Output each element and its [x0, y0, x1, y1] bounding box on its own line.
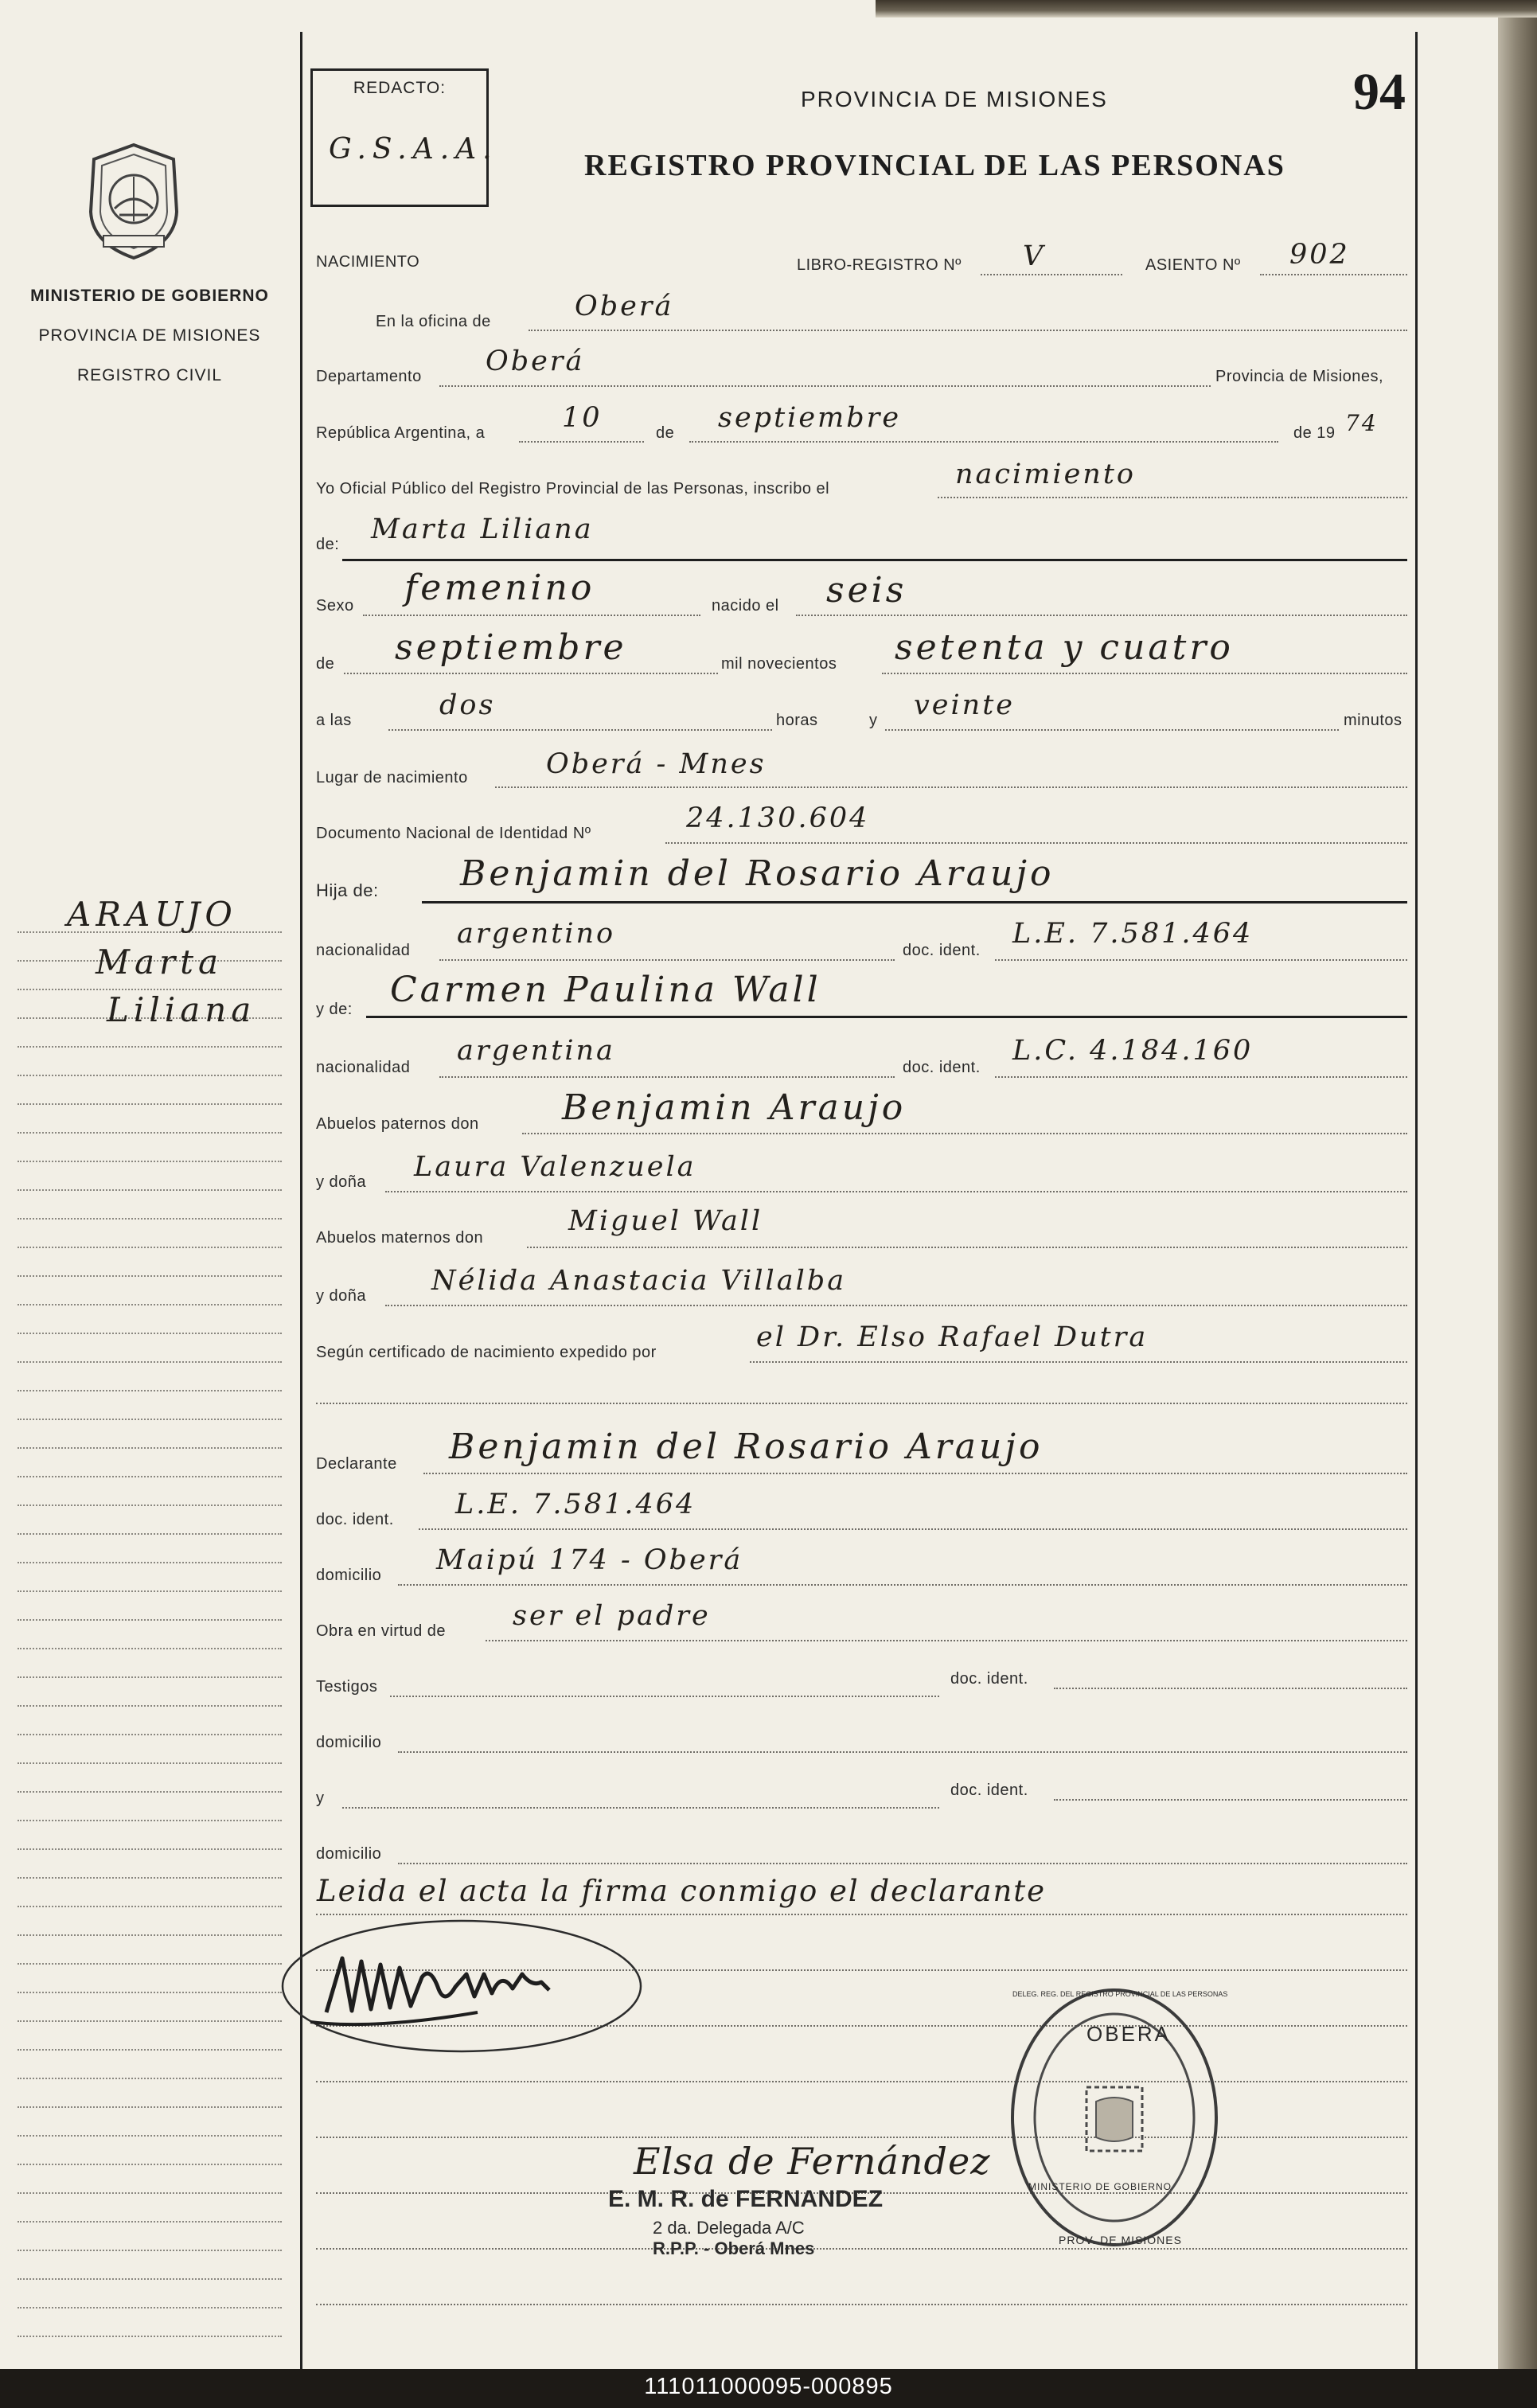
de2-label: de: — [316, 536, 340, 553]
declarant-signature — [279, 1910, 661, 2062]
testigos-dots — [390, 1696, 939, 1697]
madre-nac-value: argentina — [457, 1035, 615, 1067]
madre-doc-value: L.C. 4.184.160 — [1012, 1035, 1254, 1067]
horas-dots — [388, 729, 772, 731]
minutos-label: minutos — [1344, 712, 1402, 729]
margin-rule-line — [18, 2336, 282, 2337]
seal-inner-text: MINISTERIO DE GOBIERNO — [1028, 2181, 1172, 2192]
abuelos-mat-label: Abuelos maternos don — [316, 1229, 484, 1247]
header-province: PROVINCIA DE MISIONES — [801, 87, 1108, 111]
segun-dots-2 — [316, 1403, 1407, 1404]
mes2-value: septiembre — [395, 627, 627, 668]
abuela-mat-dots — [385, 1305, 1407, 1306]
margin-rule-line — [18, 2078, 282, 2079]
decl-doc-dots — [419, 1528, 1407, 1530]
horas-value: dos — [439, 689, 496, 721]
margin-rule-line — [18, 2049, 282, 2051]
blank-form-line — [316, 2137, 1407, 2138]
nacido-value: seis — [826, 570, 907, 611]
redacto-box — [310, 68, 498, 207]
margin-rule-line — [18, 1476, 282, 1477]
margin-rule-line — [18, 1676, 282, 1678]
dni-label: Documento Nacional de Identidad Nº — [316, 825, 591, 842]
margin-rule-line — [18, 1447, 282, 1449]
margin-rule-line — [18, 1619, 282, 1621]
nombre-value: Marta Liliana — [371, 513, 594, 545]
padre-value: Benjamin del Rosario Araujo — [460, 853, 1055, 894]
margin-rule-line — [18, 1333, 282, 1334]
ministry-title: MINISTERIO DE GOBIERNO — [30, 287, 269, 305]
anio-texto-value: setenta y cuatro — [895, 627, 1234, 668]
lugar-label: Lugar de nacimiento — [316, 769, 468, 786]
dia-dots — [519, 441, 644, 443]
departamento-dots — [439, 385, 1211, 387]
libro-dots — [981, 274, 1122, 275]
margin-rule-line — [18, 1762, 282, 1764]
margin-rule-line — [18, 1705, 282, 1707]
page-id: 111011000095-000895 — [644, 2374, 893, 2399]
oficina-dots — [529, 330, 1407, 331]
decl-doc-value: L.E. 7.581.464 — [455, 1489, 696, 1520]
margin-rule-line — [18, 1046, 282, 1048]
inscribo-dots — [938, 497, 1407, 498]
nacionalidad-padre-label: nacionalidad — [316, 942, 411, 959]
yde-label: y de: — [316, 1001, 353, 1018]
testigos-label: Testigos — [316, 1678, 378, 1696]
obra-label: Obra en virtud de — [316, 1622, 447, 1640]
blank-form-line — [316, 2081, 1407, 2082]
testigo2-dots — [342, 1807, 939, 1809]
abuelo-mat-value: Miguel Wall — [568, 1205, 763, 1237]
alas-label: a las — [316, 712, 352, 729]
padre-doc-label: doc. ident. — [903, 942, 981, 959]
abuelo-pat-value: Benjamin Araujo — [562, 1087, 907, 1128]
declarante-dots — [423, 1473, 1407, 1474]
blank-form-line — [316, 2248, 1407, 2250]
y2-label: y — [316, 1789, 325, 1807]
margin-rule-line — [18, 2020, 282, 2022]
abuela-pat-dots — [385, 1191, 1407, 1192]
nacido-label: nacido el — [712, 597, 779, 615]
testigo1-doc-label: doc. ident. — [950, 1670, 1028, 1688]
margin-rule-line — [18, 1734, 282, 1735]
margin-rule-line — [18, 1648, 282, 1649]
obra-value: ser el padre — [513, 1600, 711, 1632]
margin-rule-line — [18, 2106, 282, 2108]
madre-nac-dots — [439, 1076, 895, 1078]
padre-nac-value: argentino — [457, 918, 616, 950]
obra-dots — [486, 1640, 1407, 1641]
testigo2-domicilio-dots — [398, 1863, 1407, 1864]
domicilio-value: Maipú 174 - Oberá — [436, 1544, 743, 1576]
margin-rule-line — [18, 2278, 282, 2280]
margin-rule-line — [18, 2221, 282, 2223]
asiento-label: ASIENTO Nº — [1145, 256, 1241, 274]
margin-first-name: Marta — [96, 943, 224, 982]
margin-rule-line — [18, 1075, 282, 1076]
margin-rule-line — [18, 1848, 282, 1850]
padre-doc-dots — [995, 959, 1407, 961]
right-rule — [1415, 32, 1418, 2369]
margin-rule-line — [18, 2250, 282, 2251]
hija-label: Hija de: — [316, 880, 379, 900]
domicilio-dots — [398, 1584, 1407, 1586]
testigo1-domicilio-label: domicilio — [316, 1734, 382, 1751]
nacimiento-label: NACIMIENTO — [316, 253, 420, 271]
madre-doc-dots — [995, 1076, 1407, 1078]
testigo2-doc-dots — [1054, 1799, 1407, 1801]
margin-rule-line — [18, 2164, 282, 2165]
margin-rule-line — [18, 1419, 282, 1420]
margin-rule-line — [18, 1934, 282, 1936]
margin-rule-line — [18, 2192, 282, 2194]
margin-rule-line — [18, 2135, 282, 2137]
lugar-value: Oberá - Mnes — [546, 748, 767, 780]
margin-rule-line — [18, 1304, 282, 1305]
margin-rule-line — [18, 1877, 282, 1879]
departamento-value: Oberá — [486, 345, 585, 377]
libro-label: LIBRO-REGISTRO Nº — [797, 256, 962, 274]
declarante-label: Declarante — [316, 1455, 397, 1473]
margin-rule-line — [18, 2307, 282, 2308]
redacto-label: REDACTO: — [353, 79, 447, 97]
header-title: REGISTRO PROVINCIAL DE LAS PERSONAS — [584, 149, 1285, 182]
margin-rule-line — [18, 1992, 282, 1993]
seal-center-text: OBERA — [1086, 2022, 1172, 2046]
margin-second-name: Liliana — [107, 990, 256, 1029]
margin-rule-line — [18, 1791, 282, 1793]
dia-value: 10 — [562, 402, 603, 434]
abuelo-pat-dots — [522, 1133, 1407, 1134]
padre-line — [422, 901, 1407, 903]
provincial-emblem — [80, 142, 188, 261]
margin-rule-line — [18, 1963, 282, 1965]
ministry-province: PROVINCIA DE MISIONES — [38, 326, 261, 345]
segun-label: Según certificado de nacimiento expedido por — [316, 1344, 657, 1361]
minutos-dots — [885, 729, 1339, 731]
registrar-name: E. M. R. de FERNANDEZ — [608, 2186, 884, 2212]
libro-value: V — [1023, 240, 1046, 272]
redacto-value: G.S.A.A. — [329, 133, 498, 166]
margin-rule-line — [18, 1103, 282, 1105]
declarante-value: Benjamin del Rosario Araujo — [449, 1426, 1044, 1467]
de-label: de — [656, 424, 675, 442]
segun-dots — [750, 1361, 1407, 1363]
book-edge — [1498, 0, 1537, 2369]
anio-label: de 19 — [1293, 424, 1336, 442]
margin-rule-line — [18, 1820, 282, 1821]
republica-label: República Argentina, a — [316, 424, 486, 442]
padre-nac-dots — [439, 959, 895, 961]
y-label: y — [869, 712, 878, 729]
mes-dots — [689, 441, 1278, 443]
margin-rule-line — [18, 1390, 282, 1391]
anio-value: 74 — [1345, 410, 1379, 436]
margin-rule-line — [18, 1906, 282, 1907]
padre-doc-value: L.E. 7.581.464 — [1012, 918, 1254, 950]
testigo2-domicilio-label: domicilio — [316, 1845, 382, 1863]
ydona-pat-label: y doña — [316, 1173, 367, 1191]
closing-value: Leida el acta la firma conmigo el declarante — [317, 1874, 1047, 1908]
dni-value: 24.130.604 — [686, 802, 870, 834]
margin-rule-line — [18, 1189, 282, 1191]
testigo2-doc-label: doc. ident. — [950, 1782, 1028, 1799]
madre-doc-label: doc. ident. — [903, 1059, 981, 1076]
abuelo-mat-dots — [527, 1247, 1407, 1248]
margin-rule-line — [18, 1562, 282, 1563]
nombre-line — [342, 559, 1407, 561]
margin-rule-line — [18, 1505, 282, 1506]
abuela-pat-value: Laura Valenzuela — [414, 1151, 696, 1183]
folio-number: 94 — [1353, 63, 1406, 121]
horas-label: horas — [776, 712, 818, 729]
dni-dots — [665, 842, 1407, 844]
margin-rule-line — [18, 1247, 282, 1248]
lugar-dots — [495, 786, 1407, 788]
oficina-value: Oberá — [575, 291, 674, 322]
seal-ring-text: DELEG. REG. DEL REGISTRO PROVINCIAL DE LAS PERSONAS — [1012, 1990, 1228, 1998]
oficial-label: Yo Oficial Público del Registro Provincial de las Personas, inscribo el — [316, 480, 830, 498]
decl-doc-label: doc. ident. — [316, 1511, 394, 1528]
margin-rule-line — [18, 1218, 282, 1220]
asiento-value: 902 — [1289, 239, 1350, 271]
madre-line — [366, 1016, 1407, 1018]
registrar-role: 2 da. Delegada A/C — [653, 2218, 805, 2238]
margin-rule-line — [18, 1161, 282, 1162]
sexo-value: femenino — [404, 568, 595, 608]
blank-form-line — [316, 2304, 1407, 2305]
margin-rule-line — [18, 1361, 282, 1363]
registrar-signature: Elsa de Fernández — [634, 2140, 991, 2183]
margin-rule-line — [18, 1275, 282, 1277]
provincia-suffix: Provincia de Misiones, — [1215, 368, 1384, 385]
abuela-mat-value: Nélida Anastacia Villalba — [431, 1265, 847, 1297]
de3-label: de — [316, 655, 335, 673]
minutos-value: veinte — [914, 689, 1015, 721]
inscribo-value: nacimiento — [955, 459, 1136, 490]
sexo-label: Sexo — [316, 597, 354, 615]
mil-label: mil novecientos — [721, 655, 837, 673]
margin-rule-line — [18, 1590, 282, 1592]
madre-value: Carmen Paulina Wall — [390, 970, 821, 1010]
mes-value: septiembre — [718, 402, 902, 434]
margin-rule-line — [18, 1132, 282, 1134]
ydona-mat-label: y doña — [316, 1287, 367, 1305]
segun-value: el Dr. Elso Rafael Dutra — [756, 1321, 1149, 1353]
margin-surname: ARAUJO — [67, 895, 237, 934]
seal-bottom-text: PROV. DE MISIONES — [1059, 2234, 1182, 2246]
departamento-label: Departamento — [316, 368, 422, 385]
testigo1-domicilio-dots — [398, 1751, 1407, 1753]
nacionalidad-madre-label: nacionalidad — [316, 1059, 411, 1076]
testigo1-doc-dots — [1054, 1688, 1407, 1689]
registrar-office: R.P.P. - Oberá Mnes — [653, 2238, 815, 2258]
mes2-dots — [344, 673, 718, 674]
ministry-registry: REGISTRO CIVIL — [76, 366, 223, 384]
asiento-dots — [1260, 274, 1407, 275]
book-top-edge — [876, 0, 1537, 18]
sexo-dots — [363, 615, 700, 616]
abuelos-pat-label: Abuelos paternos don — [316, 1115, 479, 1133]
anio-texto-dots — [882, 673, 1407, 674]
domicilio-label: domicilio — [316, 1567, 382, 1584]
oficina-label: En la oficina de — [376, 313, 491, 330]
margin-rule-line — [18, 1533, 282, 1535]
nacido-dots — [796, 615, 1407, 616]
